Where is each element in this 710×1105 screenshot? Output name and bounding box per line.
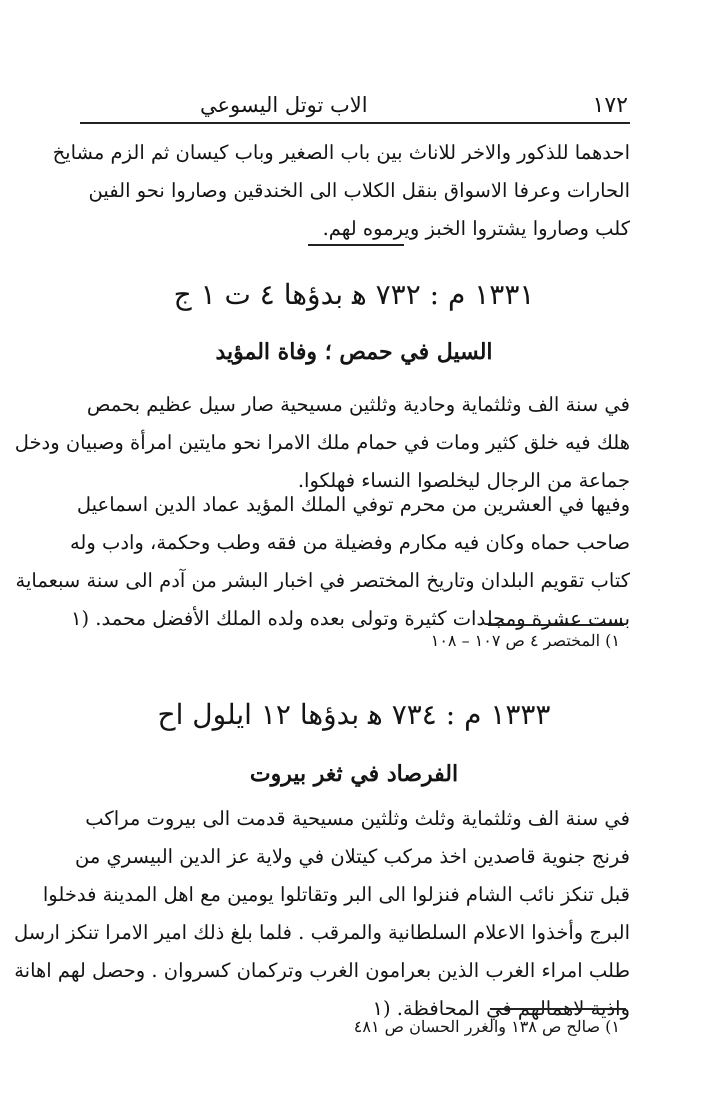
text-line: جماعة من الرجال ليخلصوا النساء فهلكوا. [297, 469, 630, 492]
continued-paragraph [52, 134, 630, 248]
text-line: احدهما للذكور والاخر للاناث بين باب الصغير وباب كيسان ثم الزم مشايخ [52, 141, 630, 164]
footnote: ١) المختصر ٤ ص ١٠٧ – ١٠٨ [430, 631, 620, 650]
section-paragraph [15, 486, 630, 638]
section-heading: ١٣٣١ م : ٧٣٢ ﻫ بدؤها ٤ ت ١ ج [173, 278, 535, 311]
section-divider [308, 244, 404, 246]
text-line: الحارات وعرفا الاسواق بنقل الكلاب الى الخندقين وصاروا نحو الفين [88, 179, 630, 202]
text-line: طلب امراء الغرب الذين بعرامون الغرب وتركمان كسروان . وحصل لهم اهانة [14, 959, 630, 982]
section-heading: ١٣٣٣ م : ٧٣٤ ﻫ بدؤها ١٢ ايلول اح [157, 698, 551, 731]
text-line: قبل تنكز نائب الشام فنزلوا الى البر وتقاتلوا يومين مع اهل المدينة فدخلوا [42, 883, 630, 906]
text-line: في سنة الف وثلثماية وحادية وثلثين مسيحية صار سيل عظيم بحمص [86, 393, 630, 416]
page-number: ١٧٢ [592, 92, 628, 118]
text-line: البرج وأخذوا الاعلام السلطانية والمرقب . فلما بلغ ذلك امير الامرا تنكز ارسل [14, 921, 630, 944]
section-subtitle: الفرصاد في ثغر بيروت [249, 761, 459, 787]
text-line: في سنة الف وثلثماية وثلث وثلثين مسيحية قدمت الى بيروت مراكب [85, 807, 630, 830]
footnote-rule [488, 624, 624, 626]
text-line: فرنج جنوية قاصدين اخذ مركب كيتلان في ولاية عز الدين البيسري من [75, 845, 630, 868]
text-line: هلك فيه خلق كثير ومات في حمام ملك الامرا نحو مايتين امرأة وصبيان ودخل [14, 431, 630, 454]
section-paragraph [14, 386, 630, 500]
section-subtitle: السيل في حمص ؛ وفاة المؤيد [215, 339, 493, 365]
section-paragraph [14, 800, 630, 1028]
header-rule [80, 122, 630, 124]
footnote: ١) صالح ص ١٣٨ والغرر الحسان ص ٤٨١ [353, 1017, 620, 1036]
text-line: كلب وصاروا يشتروا الخبز ويرموه لهم. [322, 217, 630, 240]
text-line: بست عشرة ومجلدات كثيرة وتولى بعده ولده الملك الأفضل محمد. (١ [70, 607, 630, 630]
text-line: وفيها في العشرين من محرم توفي الملك المؤيد عماد الدين اسماعيل [76, 493, 630, 516]
running-title: الاب توتل اليسوعي [200, 93, 368, 117]
text-line: كتاب تقويم البلدان وتاريخ المختصر في اخبار البشر من آدم الى سنة سبعماية [15, 569, 630, 592]
text-line: واذية لاهمالهم في المحافظة. (١ [372, 997, 630, 1020]
text-line: صاحب حماه وكان فيه مكارم وفضيلة من فقه وطب وحكمة، وادب وله [69, 531, 630, 554]
footnote-rule [490, 1008, 626, 1010]
running-head [80, 88, 628, 122]
